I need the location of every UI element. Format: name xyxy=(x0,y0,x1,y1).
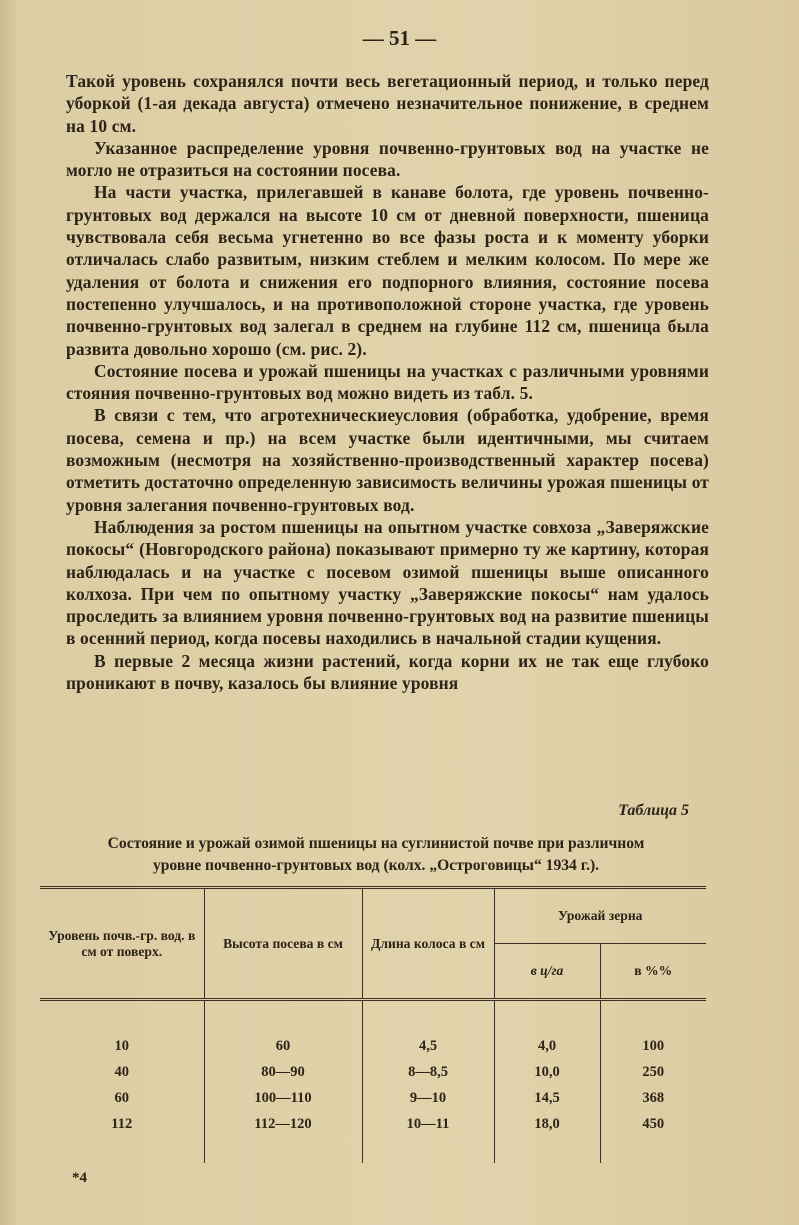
cell-yield-pct: 250 xyxy=(642,1063,665,1080)
cell-ear: 8—8,5 xyxy=(362,1059,494,1085)
cell-height: 80—90 xyxy=(204,1059,362,1085)
yield-table xyxy=(40,886,706,1163)
table-label: Таблица 5 xyxy=(618,802,689,819)
table-caption xyxy=(36,833,716,877)
cell-yield-pct: 100 xyxy=(642,1037,665,1054)
paragraph: На части участка, прилегавшей в канаве болота, где уровень почвенно-грунтовых вод держался на высоте 10 см от дневной поверхности, пшеница чувствовала себя весьма угнетенно во все фазы роста и к моменту уборки отличалась слабо развитым, низким стеблем и мелким колосом. По мере же удаления от болота и снижения его подпорного влияния, состояние посева постепенно улучшалось, и на противоположной стороне участка, где уровень почвенно-грунтовых вод залегал в среднем на глубине 112 см, пшеница была развита довольно хорошо (см. рис. 2). xyxy=(66,182,709,359)
cell-yield-cha: 4,0 xyxy=(494,1000,600,1060)
cell-level: 10 xyxy=(40,1000,204,1060)
paragraph: Указанное распределение уровня почвенно-грунтовых вод на участке не могло не отразиться на состоянии посева. xyxy=(66,137,709,181)
paragraph: В связи с тем, что агротехническиеусловия (обработка, удобрение, время посева, семена и пр.) на всем участке были идентичными, мы считаем возможным (несмотря на хозяйственно-производственный характер посева) отметить достаточно определенную зависимость величины урожая пшеницы от уровня залегания почвенно-грунтовых вод. xyxy=(66,405,709,515)
header-yield: Урожай зерна xyxy=(494,888,706,944)
cell-yield-cha: 14,5 xyxy=(494,1085,600,1111)
cell-level: 112 xyxy=(40,1111,204,1163)
cell-ear: 9—10 xyxy=(362,1085,494,1111)
cell-level: 40 xyxy=(40,1059,204,1085)
table-row xyxy=(40,1111,706,1163)
cell-yield-pct: 368 xyxy=(642,1089,665,1106)
cell-yield-cha: 10,0 xyxy=(494,1059,600,1085)
table-row xyxy=(40,1085,706,1111)
table-row xyxy=(40,1059,706,1085)
paragraph: Наблюдения за ростом пшеницы на опытном участке совхоза „Заверяжские покосы“ (Новгородского района) показывают примерно ту же картину, которая наблюдалась и на участке с посевом озимой пшеницы выше описанного колхоза. При чем по опытному участку „Заверяжские покосы“ нам удалось проследить за влиянием уровня почвенно-грунтовых вод на развитие пшеницы в осенний период, когда посевы находились в начальной стадии кущения. xyxy=(66,516,709,649)
cell-height: 112—120 xyxy=(204,1111,362,1163)
paragraph: В первые 2 месяца жизни растений, когда корни их не так еще глубоко проникают в почву, казалось бы влияние уровня xyxy=(66,650,709,694)
cell-yield-pct: 450 xyxy=(642,1115,665,1132)
cell-ear: 4,5 xyxy=(362,1000,494,1060)
header-yield-cha: в ц/га xyxy=(494,944,600,1000)
header-height: Высота посева в см xyxy=(204,888,362,1000)
header-ear-length: Длина колоса в см xyxy=(362,888,494,1000)
paragraph: Состояние посева и урожай пшеницы на участках с различными уровнями стояния почвенно-грунтовых вод можно видеть из табл. 5. xyxy=(66,360,709,404)
cell-yield-cha: 18,0 xyxy=(494,1111,600,1163)
cell-height: 60 xyxy=(204,1000,362,1060)
body-text xyxy=(66,70,709,694)
table-caption-line: уровне почвенно-грунтовых вод (колх. „Острогoвицы“ 1934 г.). xyxy=(152,857,600,874)
header-yield-pct: в %% xyxy=(600,944,706,1000)
cell-ear: 10—11 xyxy=(362,1111,494,1163)
table-row xyxy=(40,1000,706,1060)
cell-height: 100—110 xyxy=(204,1085,362,1111)
header-level: Уровень почв.-гр. вод. в см от поверх. xyxy=(40,888,204,1000)
table-caption-line: Состояние и урожай озимой пшеницы на суглинистой почве при различном xyxy=(107,835,645,852)
paragraph: Такой уровень сохранялся почти весь вегетационный период, и только перед уборкой (1-ая декада августа) отмечено незначительное понижение, в среднем на 10 см. xyxy=(66,71,709,136)
signature-mark: *4 xyxy=(72,1170,87,1186)
cell-level: 60 xyxy=(40,1085,204,1111)
page-number: — 51 — xyxy=(362,26,437,50)
